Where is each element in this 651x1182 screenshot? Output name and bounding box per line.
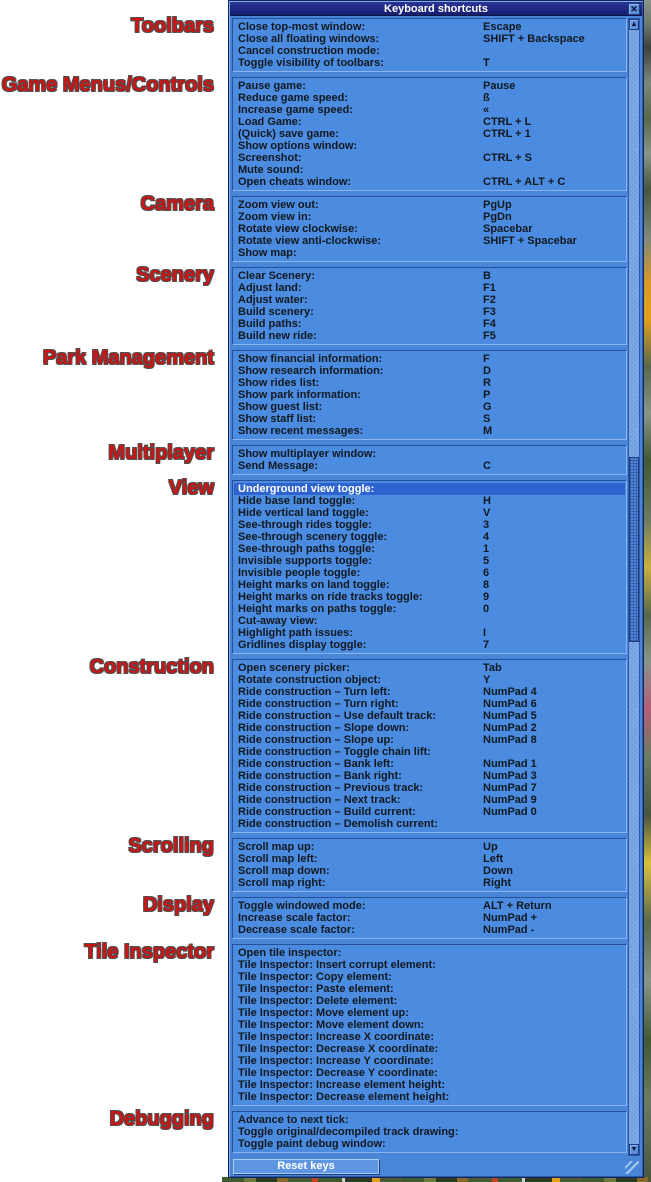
shortcut-label: Ride construction – Slope up: [238,734,394,746]
shortcut-key: R [483,377,491,389]
shortcut-label: Tile Inspector: Increase element height: [238,1079,446,1091]
annotation-game-menus-controls: Game Menus/Controls [1,74,214,96]
shortcut-row[interactable] [234,639,625,651]
shortcut-row[interactable] [234,92,625,104]
shortcut-key: CTRL + 1 [483,128,531,140]
shortcut-key: Escape [483,21,522,33]
shortcut-key [483,1079,625,1091]
shortcut-row[interactable] [234,818,625,830]
shortcut-label: Cancel construction mode: [238,45,380,57]
shortcut-row[interactable] [234,877,625,889]
shortcut-row[interactable] [234,1091,625,1103]
resize-grip-icon[interactable] [625,1161,639,1174]
scroll-up-icon: ▲ [630,21,638,28]
shortcut-label: Ride construction – Build current: [238,806,416,818]
shortcut-key: F2 [483,294,496,306]
shortcut-label: Send Message: [238,460,319,472]
shortcut-key: Down [483,865,513,877]
shortcut-label: Zoom view in: [238,211,312,223]
shortcut-label: Reduce game speed: [238,92,349,104]
shortcut-key: V [483,507,491,519]
shortcut-key [483,818,625,830]
shortcut-row[interactable] [234,223,625,235]
shortcut-key [483,959,625,971]
shortcut-key: NumPad 7 [483,782,537,794]
shortcut-label: Hide vertical land toggle: [238,507,369,519]
shortcut-row[interactable] [234,1114,625,1126]
shortcut-key [483,1007,625,1019]
shortcut-key: Y [483,674,491,686]
shortcut-key: NumPad - [483,924,535,936]
shortcut-label: Open scenery picker: [238,662,350,674]
shortcut-row[interactable] [234,758,625,770]
shortcut-label: Underground view toggle: [238,483,375,495]
shortcut-label: Show map: [238,247,297,259]
shortcut-label: Toggle paint debug window: [238,1138,386,1150]
shortcut-label: Build new ride: [238,330,317,342]
shortcut-row[interactable] [234,794,625,806]
shortcut-label: Ride construction – Previous track: [238,782,424,794]
shortcut-label: Rotate view anti-clockwise: [238,235,382,247]
shortcut-label: Ride construction – Demolish current: [238,818,438,830]
shortcut-key: 7 [483,639,490,651]
shortcut-key: NumPad 6 [483,698,537,710]
shortcut-row[interactable] [234,460,625,472]
shortcut-row[interactable] [234,591,625,603]
shortcut-key: 9 [483,591,490,603]
keyboard-shortcuts-window [228,0,644,1178]
shortcut-label: Screenshot: [238,152,302,164]
scroll-down-button[interactable] [629,1144,639,1155]
shortcut-label: Tile Inspector: Decrease X coordinate: [238,1043,439,1055]
shortcut-row[interactable] [234,413,625,425]
shortcut-row[interactable] [234,495,625,507]
shortcut-key: S [483,413,491,425]
shortcut-key: NumPad 1 [483,758,537,770]
shortcut-row[interactable] [234,389,625,401]
annotation-scrolling: Scrolling [128,835,214,857]
shortcut-row[interactable] [234,841,625,853]
shortcut-label: Scroll map right: [238,877,326,889]
shortcut-row[interactable] [234,710,625,722]
shortcut-label: Ride construction – Bank left: [238,758,394,770]
shortcut-sections [232,18,627,1158]
shortcut-label: Tile Inspector: Move element up: [238,1007,409,1019]
shortcut-label: Ride construction – Use default track: [238,710,437,722]
shortcut-row[interactable] [234,806,625,818]
shortcut-key: Right [483,877,512,889]
shortcut-row[interactable] [234,782,625,794]
shortcut-key [483,247,625,259]
shortcut-row[interactable] [234,176,625,188]
shortcut-label: Advance to next tick: [238,1114,349,1126]
shortcut-key [483,615,625,627]
shortcut-key [483,45,625,57]
section-panel-8 [232,838,627,892]
shortcut-label: Tile Inspector: Insert corrupt element: [238,959,436,971]
shortcut-label: Clear Scenery: [238,270,316,282]
section-panel-5 [232,445,627,475]
shortcut-key [483,140,625,152]
shortcut-row[interactable] [234,603,625,615]
shortcut-key [483,947,625,959]
close-button[interactable] [628,3,640,15]
shortcut-label: Zoom view out: [238,199,319,211]
shortcut-label: Highlight path issues: [238,627,353,639]
shortcut-row[interactable] [234,247,625,259]
shortcut-key [483,1067,625,1079]
shortcut-key [483,1091,625,1103]
shortcut-row[interactable] [234,33,625,45]
shortcut-key [483,971,625,983]
shortcut-row[interactable] [234,365,625,377]
shortcut-key: NumPad 0 [483,806,537,818]
shortcut-label: Ride construction – Bank right: [238,770,402,782]
shortcut-label: Toggle windowed mode: [238,900,366,912]
shortcut-row[interactable] [234,1019,625,1031]
window-title: Keyboard shortcuts [384,3,488,15]
shortcut-key: NumPad 9 [483,794,537,806]
shortcut-row[interactable] [234,615,625,627]
shortcut-label: Tile Inspector: Copy element: [238,971,392,983]
annotation-scenery: Scenery [136,264,214,286]
shortcut-label: Ride construction – Next track: [238,794,401,806]
shortcut-key: Left [483,853,504,865]
scroll-down-icon: ▼ [630,1146,638,1153]
annotation-camera: Camera [140,193,214,215]
shortcut-label: Increase game speed: [238,104,353,116]
shortcut-label: Scroll map up: [238,841,315,853]
shortcut-row[interactable] [234,1055,625,1067]
shortcut-label: Show recent messages: [238,425,364,437]
shortcut-label: Cut-away view: [238,615,318,627]
scroll-up-button[interactable] [629,19,639,30]
shortcut-row[interactable] [234,531,625,543]
shortcut-label: Hide base land toggle: [238,495,356,507]
shortcut-key: 5 [483,555,490,567]
shortcut-key [483,1031,625,1043]
shortcut-row[interactable] [234,330,625,342]
shortcut-row[interactable] [234,80,625,92]
shortcut-row[interactable] [234,734,625,746]
shortcut-row[interactable] [234,1079,625,1091]
shortcut-key: F3 [483,306,496,318]
shortcut-label: Height marks on ride tracks toggle: [238,591,423,603]
shortcut-label: Show options window: [238,140,358,152]
shortcut-key: PgDn [483,211,512,223]
shortcut-label: Close top-most window: [238,21,366,33]
shortcut-key [483,448,625,460]
shortcut-row[interactable] [234,1126,625,1138]
shortcut-row[interactable] [234,235,625,247]
shortcut-row[interactable] [234,211,625,223]
shortcut-row[interactable] [234,21,625,33]
shortcut-label: Close all floating windows: [238,33,380,45]
shortcut-row[interactable] [234,57,625,69]
shortcut-label: Tile Inspector: Decrease element height: [238,1091,450,1103]
shortcut-key: B [483,270,491,282]
shortcut-row[interactable] [234,924,625,936]
shortcut-key: Pause [483,80,516,92]
shortcut-label: Show multiplayer window: [238,448,377,460]
shortcut-row[interactable] [234,104,625,116]
shortcut-key: F1 [483,282,496,294]
annotation-view: View [168,477,214,499]
shortcut-label: Scroll map left: [238,853,318,865]
annotation-tile-inspector: Tile Inspector [84,941,214,963]
shortcut-key: 3 [483,519,490,531]
section-panel-11 [232,1111,627,1153]
shortcut-label: (Quick) save game: [238,128,339,140]
shortcut-label: See-through rides toggle: [238,519,372,531]
scrollbar-thumb[interactable] [629,457,639,642]
shortcut-key [483,746,625,758]
shortcut-row[interactable] [234,377,625,389]
shortcut-key: CTRL + S [483,152,533,164]
shortcut-row[interactable] [234,483,625,495]
shortcut-key [483,995,625,1007]
shortcut-key: 4 [483,531,490,543]
close-icon: ✕ [630,4,638,14]
shortcut-key: Up [483,841,498,853]
shortcut-label: Show park information: [238,389,361,401]
shortcut-key: 8 [483,579,490,591]
shortcut-row[interactable] [234,448,625,460]
shortcut-key: NumPad 3 [483,770,537,782]
shortcut-row[interactable] [234,519,625,531]
game-world-strip-right [644,0,651,1182]
shortcut-key: PgUp [483,199,512,211]
shortcut-row[interactable] [234,1138,625,1150]
shortcut-key: SHIFT + Spacebar [483,235,577,247]
shortcut-label: Adjust land: [238,282,302,294]
window-footer [232,1157,640,1175]
shortcut-row[interactable] [234,1067,625,1079]
section-panel-6 [232,480,627,654]
shortcut-label: See-through scenery toggle: [238,531,388,543]
shortcut-label: Toggle visibility of toolbars: [238,57,384,69]
shortcut-key: ß [483,92,490,104]
shortcut-label: Mute sound: [238,164,304,176]
shortcut-key: NumPad 2 [483,722,537,734]
shortcut-label: Scroll map down: [238,865,330,877]
shortcut-key [483,1055,625,1067]
shortcut-label: Open tile inspector: [238,947,342,959]
section-panel-4 [232,350,627,440]
shortcut-label: Gridlines display toggle: [238,639,367,651]
shortcut-label: Increase scale factor: [238,912,351,924]
shortcut-key: H [483,495,491,507]
shortcut-label: Invisible people toggle: [238,567,361,579]
shortcut-row[interactable] [234,900,625,912]
shortcut-row[interactable] [234,282,625,294]
shortcut-label: Ride construction – Turn left: [238,686,391,698]
annotation-construction: Construction [89,656,214,678]
shortcut-key: 0 [483,603,490,615]
shortcut-row[interactable] [234,865,625,877]
shortcut-label: Adjust water: [238,294,308,306]
annotation-debugging: Debugging [109,1108,214,1130]
shortcut-key: T [483,57,490,69]
shortcut-key: D [483,365,491,377]
section-panel-9 [232,897,627,939]
shortcut-row[interactable] [234,746,625,758]
shortcut-row[interactable] [234,674,625,686]
shortcut-label: Decrease scale factor: [238,924,355,936]
shortcut-row[interactable] [234,698,625,710]
shortcut-row[interactable] [234,164,625,176]
shortcut-row[interactable] [234,507,625,519]
shortcut-row[interactable] [234,1043,625,1055]
shortcut-label: Tile Inspector: Paste element: [238,983,394,995]
shortcut-key [483,1138,625,1150]
shortcut-label: Tile Inspector: Increase X coordinate: [238,1031,435,1043]
shortcut-label: Show financial information: [238,353,383,365]
shortcut-row[interactable] [234,199,625,211]
shortcut-key: F [483,353,490,365]
shortcut-row[interactable] [234,722,625,734]
shortcut-key: « [483,104,490,116]
shortcut-key: Spacebar [483,223,533,235]
shortcut-key: NumPad 8 [483,734,537,746]
section-panel-0 [232,18,627,72]
shortcut-row[interactable] [234,567,625,579]
shortcut-label: Tile Inspector: Delete element: [238,995,398,1007]
shortcut-row[interactable] [234,770,625,782]
shortcut-row[interactable] [234,912,625,924]
reset-keys-button[interactable]: Reset keys [233,1159,379,1174]
shortcut-key: G [483,401,492,413]
shortcut-label: See-through paths toggle: [238,543,375,555]
shortcut-key: Tab [483,662,502,674]
shortcut-row[interactable] [234,353,625,365]
annotation-toolbars: Toolbars [131,15,214,37]
shortcut-row[interactable] [234,543,625,555]
shortcut-row[interactable] [234,1031,625,1043]
shortcut-row[interactable] [234,579,625,591]
annotation-multiplayer: Multiplayer [108,442,214,464]
shortcut-key: F5 [483,330,496,342]
shortcut-label: Rotate construction object: [238,674,382,686]
shortcut-row[interactable] [234,983,625,995]
section-panel-10 [232,944,627,1106]
shortcut-key [483,164,625,176]
section-panel-1 [232,77,627,191]
shortcut-key: SHIFT + Backspace [483,33,585,45]
shortcut-label: Ride construction – Turn right: [238,698,399,710]
shortcut-key: 1 [483,543,490,555]
shortcut-row[interactable] [234,128,625,140]
shortcut-label: Pause game: [238,80,306,92]
shortcut-key [483,983,625,995]
shortcut-key [483,1126,625,1138]
section-panel-3 [232,267,627,345]
shortcut-key: M [483,425,493,437]
shortcut-row[interactable] [234,853,625,865]
shortcut-key [483,1019,625,1031]
shortcut-row[interactable] [234,318,625,330]
shortcut-label: Build paths: [238,318,302,330]
shortcut-label: Show rides list: [238,377,320,389]
shortcut-key: C [483,460,491,472]
shortcut-list [232,18,640,1156]
shortcut-label: Show guest list: [238,401,323,413]
shortcut-label: Invisible supports toggle: [238,555,372,567]
shortcut-row[interactable] [234,294,625,306]
window-titlebar[interactable] [230,2,642,16]
shortcut-row[interactable] [234,401,625,413]
shortcut-key [483,1043,625,1055]
annotation-display: Display [142,894,214,916]
shortcut-row[interactable] [234,627,625,639]
shortcut-label: Tile Inspector: Move element down: [238,1019,425,1031]
shortcut-key [483,1114,625,1126]
section-panel-2 [232,196,627,262]
shortcut-label: Toggle original/decompiled track drawing: [238,1126,459,1138]
shortcut-row[interactable] [234,555,625,567]
shortcut-row[interactable] [234,995,625,1007]
shortcut-key: NumPad 5 [483,710,537,722]
shortcut-key: CTRL + ALT + C [483,176,566,188]
shortcut-row[interactable] [234,45,625,57]
shortcut-row[interactable] [234,116,625,128]
shortcut-row[interactable] [234,686,625,698]
shortcut-label: Build scenery: [238,306,314,318]
shortcut-label: Tile Inspector: Increase Y coordinate: [238,1055,434,1067]
shortcut-key [483,483,625,495]
shortcut-key: ALT + Return [483,900,552,912]
shortcut-label: Load Game: [238,116,302,128]
shortcut-key: CTRL + L [483,116,532,128]
shortcut-label: Ride construction – Toggle chain lift: [238,746,431,758]
shortcut-key: NumPad 4 [483,686,537,698]
shortcut-label: Show research information: [238,365,384,377]
shortcut-row[interactable] [234,425,625,437]
shortcut-label: Height marks on land toggle: [238,579,390,591]
shortcut-row[interactable] [234,152,625,164]
shortcut-row[interactable] [234,306,625,318]
shortcut-key: NumPad + [483,912,538,924]
shortcut-key: F4 [483,318,496,330]
section-panel-7 [232,659,627,833]
shortcut-label: Ride construction – Slope down: [238,722,410,734]
shortcut-key: I [483,627,487,639]
shortcut-key: 6 [483,567,490,579]
shortcut-row[interactable] [234,662,625,674]
shortcut-row[interactable] [234,947,625,959]
vertical-scrollbar[interactable] [628,18,640,1156]
shortcut-label: Rotate view clockwise: [238,223,358,235]
shortcut-label: Height marks on paths toggle: [238,603,397,615]
shortcut-row[interactable] [234,971,625,983]
shortcut-row[interactable] [234,270,625,282]
shortcut-row[interactable] [234,1007,625,1019]
shortcut-key: P [483,389,491,401]
shortcut-row[interactable] [234,959,625,971]
shortcut-label: Open cheats window: [238,176,352,188]
shortcut-label: Tile Inspector: Decrease Y coordinate: [238,1067,438,1079]
shortcut-row[interactable] [234,140,625,152]
shortcut-label: Show staff list: [238,413,317,425]
annotation-park-management: Park Management [42,347,214,369]
